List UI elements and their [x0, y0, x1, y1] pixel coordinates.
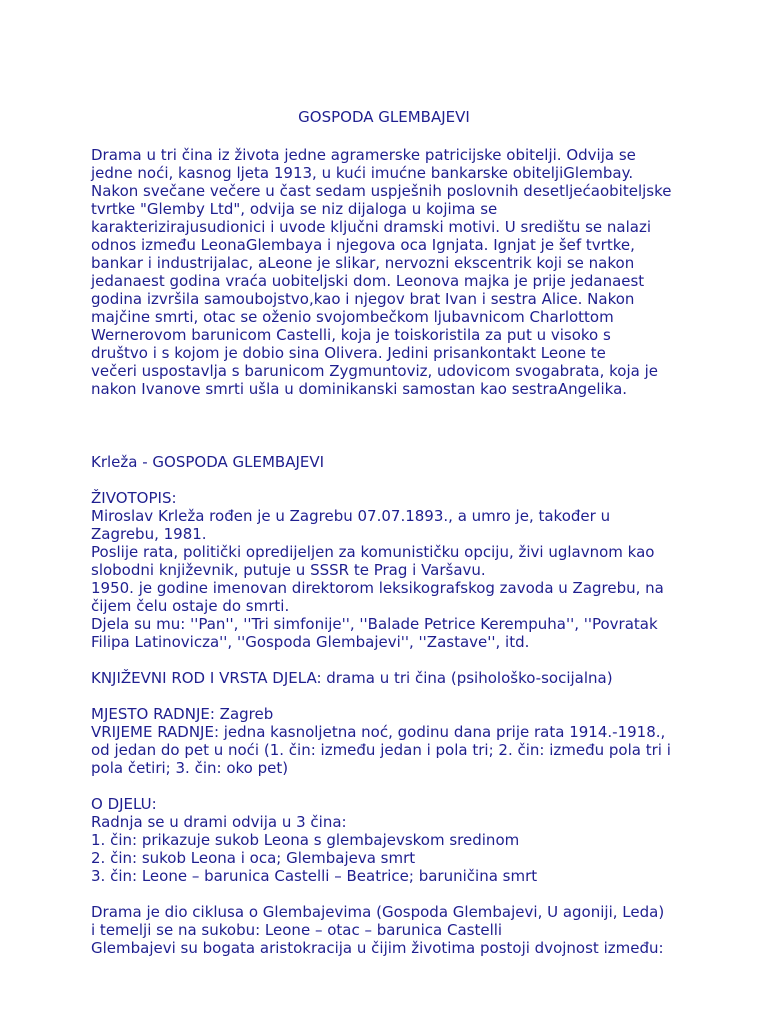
blank-line	[91, 885, 691, 903]
intro-paragraph	[91, 146, 691, 398]
bio-text-line: 1. čin: prikazuje sukob Leona s glembajevskom sredinom	[91, 831, 520, 849]
bio-text-line: čijem čelu ostaje do smrti.	[91, 597, 290, 615]
bio-text-line: O DJELU:	[91, 795, 157, 813]
intro-text-line: Wernerovom barunicom Castelli, koja je toiskoristila za put u visoko s	[91, 326, 611, 344]
bio-text-line: Miroslav Krleža rođen je u Zagrebu 07.07.1893., a umro je, također u	[91, 507, 611, 525]
blank-line	[91, 651, 691, 669]
bio-text-line: MJESTO RADNJE: Zagreb	[91, 705, 274, 723]
document-title: GOSPODA GLEMBAJEVI	[298, 108, 470, 126]
bio-text-line: ŽIVOTOPIS:	[91, 489, 177, 507]
intro-text-line: večeri uspostavlja s barunicom Zygmuntoviz, udovicom svogabrata, koja je	[91, 362, 659, 380]
blank-line	[91, 471, 691, 489]
bio-text-line: Zagrebu, 1981.	[91, 525, 207, 543]
bio-text-line: Radnja se u drami odvija u 3 čina:	[91, 813, 347, 831]
intro-text-line: godina izvršila samoubojstvo,kao i njegov brat Ivan i sestra Alice. Nakon	[91, 290, 635, 308]
bio-text-line: Glembajevi su bogata aristokracija u čijim životima postoji dvojnost između:	[91, 939, 664, 957]
bio-text-line: VRIJEME RADNJE: jedna kasnoljetna noć, godinu dana prije rata 1914.-1918.,	[91, 723, 666, 741]
bio-text-line: Djela su mu: ''Pan'', ''Tri simfonije'', ''Balade Petrice Kerempuha'', ''Povratak	[91, 615, 658, 633]
blank-line	[91, 687, 691, 705]
intro-text-line: jedne noći, kasnog ljeta 1913, u kući imućne bankarske obiteljiGlembay.	[91, 164, 634, 182]
blank-line	[91, 777, 691, 795]
bio-text-line: Poslije rata, politički opredijeljen za komunističku opciju, živi uglavnom kao	[91, 543, 655, 561]
biography-section	[91, 453, 691, 957]
bio-text-line: Drama je dio ciklusa o Glembajevima (Gospoda Glembajevi, U agoniji, Leda)	[91, 903, 665, 921]
bio-text-line: 1950. je godine imenovan direktorom leksikografskog zavoda u Zagrebu, na	[91, 579, 664, 597]
intro-text-line: Nakon svečane večere u čast sedam uspješnih poslovnih desetljećaobiteljske	[91, 182, 672, 200]
bio-text-line: Filipa Latinovicza'', ''Gospoda Glembajevi'', ''Zastave'', itd.	[91, 633, 530, 651]
intro-text-line: bankar i industrijalac, aLeone je slikar, nervozni ekscentrik koji se nakon	[91, 254, 635, 272]
bio-text-line: i temelji se na sukobu: Leone – otac – barunica Castelli	[91, 921, 503, 939]
bio-text-line: 2. čin: sukob Leona i oca; Glembajeva smrt	[91, 849, 416, 867]
bio-text-line: pola četiri; 3. čin: oko pet)	[91, 759, 289, 777]
bio-text-line: Krleža - GOSPODA GLEMBAJEVI	[91, 453, 325, 471]
intro-text-line: odnos između LeonaGlembaya i njegova oca Ignjata. Ignjat je šef tvrtke,	[91, 236, 635, 254]
intro-text-line: majčine smrti, otac se oženio svojombečkom ljubavnicom Charlottom	[91, 308, 614, 326]
intro-text-line: tvrtke "Glemby Ltd", odvija se niz dijaloga u kojima se	[91, 200, 498, 218]
intro-text-line: Drama u tri činа iz života jedne agramerske patricijske obitelji. Odvija se	[91, 146, 636, 164]
bio-text-line: slobodni književnik, putuje u SSSR te Prag i Varšavu.	[91, 561, 486, 579]
bio-text-line: od jedan do pet u noći (1. čin: između jedan i pola tri; 2. čin: između pola tri i	[91, 741, 671, 759]
bio-text-line: KNJIŽEVNI ROD I VRSTA DJELA: drama u tri čina (psihološko-socijalna)	[91, 669, 613, 687]
intro-text-line: jedanaest godina vraća uobiteljski dom. Leonova majka je prije jedanaest	[91, 272, 645, 290]
bio-text-line: 3. čin: Leone – barunica Castelli – Beatrice; baruničina smrt	[91, 867, 538, 885]
intro-text-line: nakon Ivanove smrti ušla u dominikanski samostan kao sestraAngelika.	[91, 380, 628, 398]
intro-text-line: društvo i s kojom je dobio sina Olivera. Jedini prisankontakt Leone te	[91, 344, 606, 362]
intro-text-line: karakterizirajusudionici i uvode ključni dramski motivi. U središtu se nalazi	[91, 218, 652, 236]
